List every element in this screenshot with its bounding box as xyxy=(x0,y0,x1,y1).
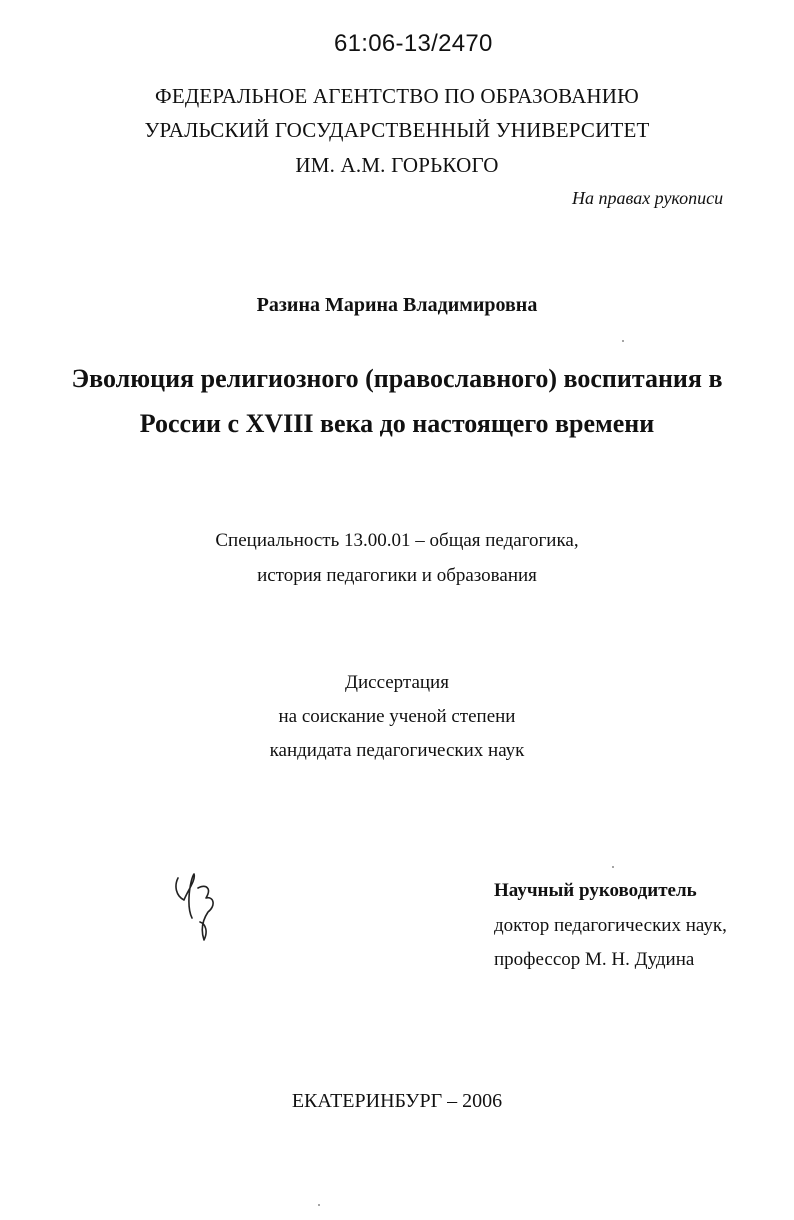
handwritten-signature xyxy=(170,866,230,946)
author-name: Разина Марина Владимировна xyxy=(256,294,538,316)
institution-line-3: ИМ. А.М. ГОРЬКОГО xyxy=(295,153,499,177)
supervisor-heading: Научный руководитель xyxy=(494,880,697,901)
dissertation-label: Диссертация xyxy=(345,672,449,693)
rights-note: На правах рукописи xyxy=(572,188,724,208)
specialty-line-2: история педагогики и образования xyxy=(257,565,537,586)
dissertation-title-line-1: Эволюция религиозного (православного) воспитания в xyxy=(71,364,723,393)
scan-speck xyxy=(318,1204,320,1206)
city-year: ЕКАТЕРИНБУРГ – 2006 xyxy=(291,1090,503,1112)
supervisor-name: профессор М. Н. Дудина xyxy=(494,949,695,970)
institution-line-1: ФЕДЕРАЛЬНОЕ АГЕНТСТВО ПО ОБРАЗОВАНИЮ xyxy=(155,84,639,108)
scan-speck xyxy=(612,866,614,868)
supervisor-degree: доктор педагогических наук, xyxy=(494,915,727,936)
degree-purpose: на соискание ученой степени xyxy=(278,706,516,727)
scan-speck xyxy=(622,340,624,342)
dissertation-title-line-2: России с XVIII века до настоящего времени xyxy=(139,409,655,438)
degree-name: кандидата педагогических наук xyxy=(269,740,525,761)
institution-line-2: УРАЛЬСКИЙ ГОСУДАРСТВЕННЫЙ УНИВЕРСИТЕТ xyxy=(144,118,650,142)
archive-code: 61:06-13/2470 xyxy=(334,30,493,57)
specialty-line-1: Специальность 13.00.01 – общая педагогика, xyxy=(215,530,579,551)
